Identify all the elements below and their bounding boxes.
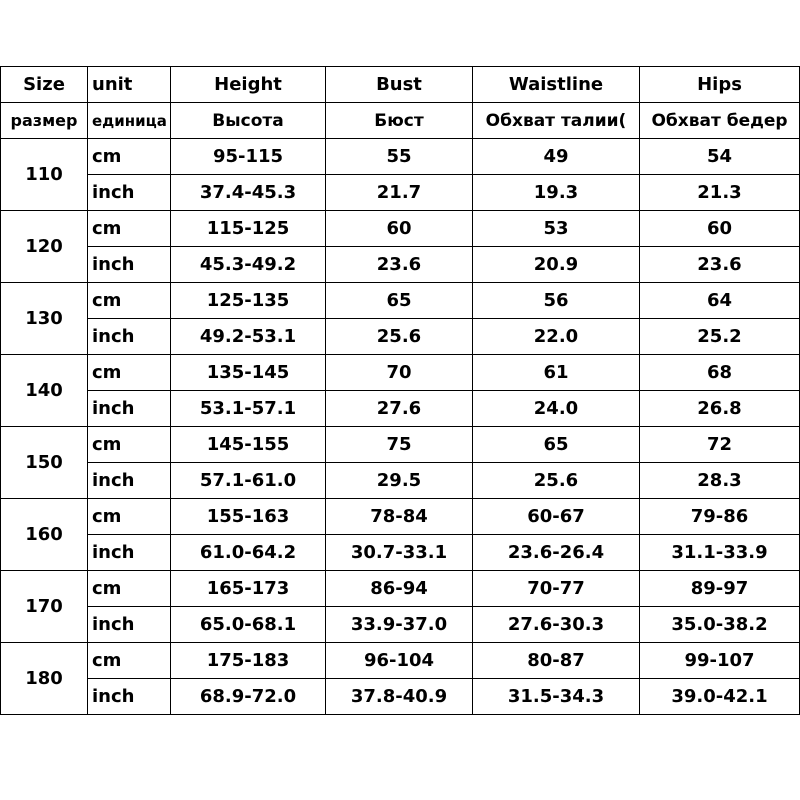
size-cell: 170: [1, 571, 88, 643]
bust-cell: 30.7-33.1: [326, 535, 473, 571]
unit-cell: inch: [88, 607, 171, 643]
table-row: [1, 535, 800, 571]
hips-cell: 68: [640, 355, 800, 391]
table-row: [1, 247, 800, 283]
header-ru-height: Высота: [171, 103, 326, 139]
table-row: [1, 427, 800, 463]
table-row: [1, 571, 800, 607]
table-row: [1, 319, 800, 355]
size-cell: 150: [1, 427, 88, 499]
table-row: [1, 391, 800, 427]
bust-cell: 78-84: [326, 499, 473, 535]
bust-cell: 86-94: [326, 571, 473, 607]
hips-cell: 54: [640, 139, 800, 175]
header-ru-bust: Бюст: [326, 103, 473, 139]
hips-cell: 72: [640, 427, 800, 463]
unit-cell: inch: [88, 463, 171, 499]
table-row: [1, 499, 800, 535]
height-cell: 45.3-49.2: [171, 247, 326, 283]
unit-cell: inch: [88, 247, 171, 283]
height-cell: 125-135: [171, 283, 326, 319]
hips-cell: 21.3: [640, 175, 800, 211]
bust-cell: 65: [326, 283, 473, 319]
hips-cell: 25.2: [640, 319, 800, 355]
size-cell: 120: [1, 211, 88, 283]
table-row: [1, 175, 800, 211]
height-cell: 65.0-68.1: [171, 607, 326, 643]
header-hips: Hips: [640, 67, 800, 103]
table-body: [1, 67, 800, 715]
size-chart-table: [0, 66, 800, 715]
bust-cell: 75: [326, 427, 473, 463]
waist-cell: 23.6-26.4: [473, 535, 640, 571]
unit-cell: cm: [88, 355, 171, 391]
unit-cell: cm: [88, 643, 171, 679]
size-cell: 140: [1, 355, 88, 427]
header-waistline: Waistline: [473, 67, 640, 103]
waist-cell: 60-67: [473, 499, 640, 535]
size-cell: 180: [1, 643, 88, 715]
header-size: Size: [1, 67, 88, 103]
hips-cell: 28.3: [640, 463, 800, 499]
waist-cell: 22.0: [473, 319, 640, 355]
waist-cell: 70-77: [473, 571, 640, 607]
table-row: [1, 139, 800, 175]
hips-cell: 31.1-33.9: [640, 535, 800, 571]
bust-cell: 33.9-37.0: [326, 607, 473, 643]
hips-cell: 79-86: [640, 499, 800, 535]
height-cell: 95-115: [171, 139, 326, 175]
hips-cell: 99-107: [640, 643, 800, 679]
header-height: Height: [171, 67, 326, 103]
waist-cell: 24.0: [473, 391, 640, 427]
waist-cell: 65: [473, 427, 640, 463]
bust-cell: 70: [326, 355, 473, 391]
unit-cell: inch: [88, 679, 171, 715]
header-bust: Bust: [326, 67, 473, 103]
table-row: [1, 211, 800, 247]
table-row: [1, 607, 800, 643]
bust-cell: 60: [326, 211, 473, 247]
size-cell: 110: [1, 139, 88, 211]
unit-cell: cm: [88, 283, 171, 319]
header-ru-size: размер: [1, 103, 88, 139]
hips-cell: 64: [640, 283, 800, 319]
waist-cell: 56: [473, 283, 640, 319]
header-row-ru: [1, 103, 800, 139]
bust-cell: 37.8-40.9: [326, 679, 473, 715]
table-row: [1, 679, 800, 715]
unit-cell: cm: [88, 211, 171, 247]
bust-cell: 27.6: [326, 391, 473, 427]
unit-cell: inch: [88, 535, 171, 571]
waist-cell: 19.3: [473, 175, 640, 211]
height-cell: 49.2-53.1: [171, 319, 326, 355]
height-cell: 53.1-57.1: [171, 391, 326, 427]
table-row: [1, 283, 800, 319]
waist-cell: 61: [473, 355, 640, 391]
bust-cell: 29.5: [326, 463, 473, 499]
waist-cell: 53: [473, 211, 640, 247]
hips-cell: 89-97: [640, 571, 800, 607]
bust-cell: 25.6: [326, 319, 473, 355]
unit-cell: cm: [88, 499, 171, 535]
hips-cell: 60: [640, 211, 800, 247]
bust-cell: 21.7: [326, 175, 473, 211]
waist-cell: 31.5-34.3: [473, 679, 640, 715]
waist-cell: 20.9: [473, 247, 640, 283]
table-row: [1, 463, 800, 499]
unit-cell: inch: [88, 319, 171, 355]
size-cell: 160: [1, 499, 88, 571]
unit-cell: cm: [88, 571, 171, 607]
header-ru-unit: единица: [88, 103, 171, 139]
size-cell: 130: [1, 283, 88, 355]
waist-cell: 80-87: [473, 643, 640, 679]
table-row: [1, 355, 800, 391]
unit-cell: cm: [88, 427, 171, 463]
height-cell: 135-145: [171, 355, 326, 391]
hips-cell: 35.0-38.2: [640, 607, 800, 643]
height-cell: 175-183: [171, 643, 326, 679]
unit-cell: cm: [88, 139, 171, 175]
unit-cell: inch: [88, 391, 171, 427]
header-unit: unit: [88, 67, 171, 103]
height-cell: 68.9-72.0: [171, 679, 326, 715]
bust-cell: 96-104: [326, 643, 473, 679]
hips-cell: 39.0-42.1: [640, 679, 800, 715]
header-ru-waistline: Обхват талии(: [473, 103, 640, 139]
waist-cell: 49: [473, 139, 640, 175]
header-row: [1, 67, 800, 103]
table-row: [1, 643, 800, 679]
hips-cell: 23.6: [640, 247, 800, 283]
height-cell: 57.1-61.0: [171, 463, 326, 499]
height-cell: 115-125: [171, 211, 326, 247]
height-cell: 165-173: [171, 571, 326, 607]
height-cell: 61.0-64.2: [171, 535, 326, 571]
waist-cell: 27.6-30.3: [473, 607, 640, 643]
height-cell: 37.4-45.3: [171, 175, 326, 211]
unit-cell: inch: [88, 175, 171, 211]
header-ru-hips: Обхват бедер: [640, 103, 800, 139]
hips-cell: 26.8: [640, 391, 800, 427]
waist-cell: 25.6: [473, 463, 640, 499]
bust-cell: 55: [326, 139, 473, 175]
height-cell: 155-163: [171, 499, 326, 535]
height-cell: 145-155: [171, 427, 326, 463]
bust-cell: 23.6: [326, 247, 473, 283]
